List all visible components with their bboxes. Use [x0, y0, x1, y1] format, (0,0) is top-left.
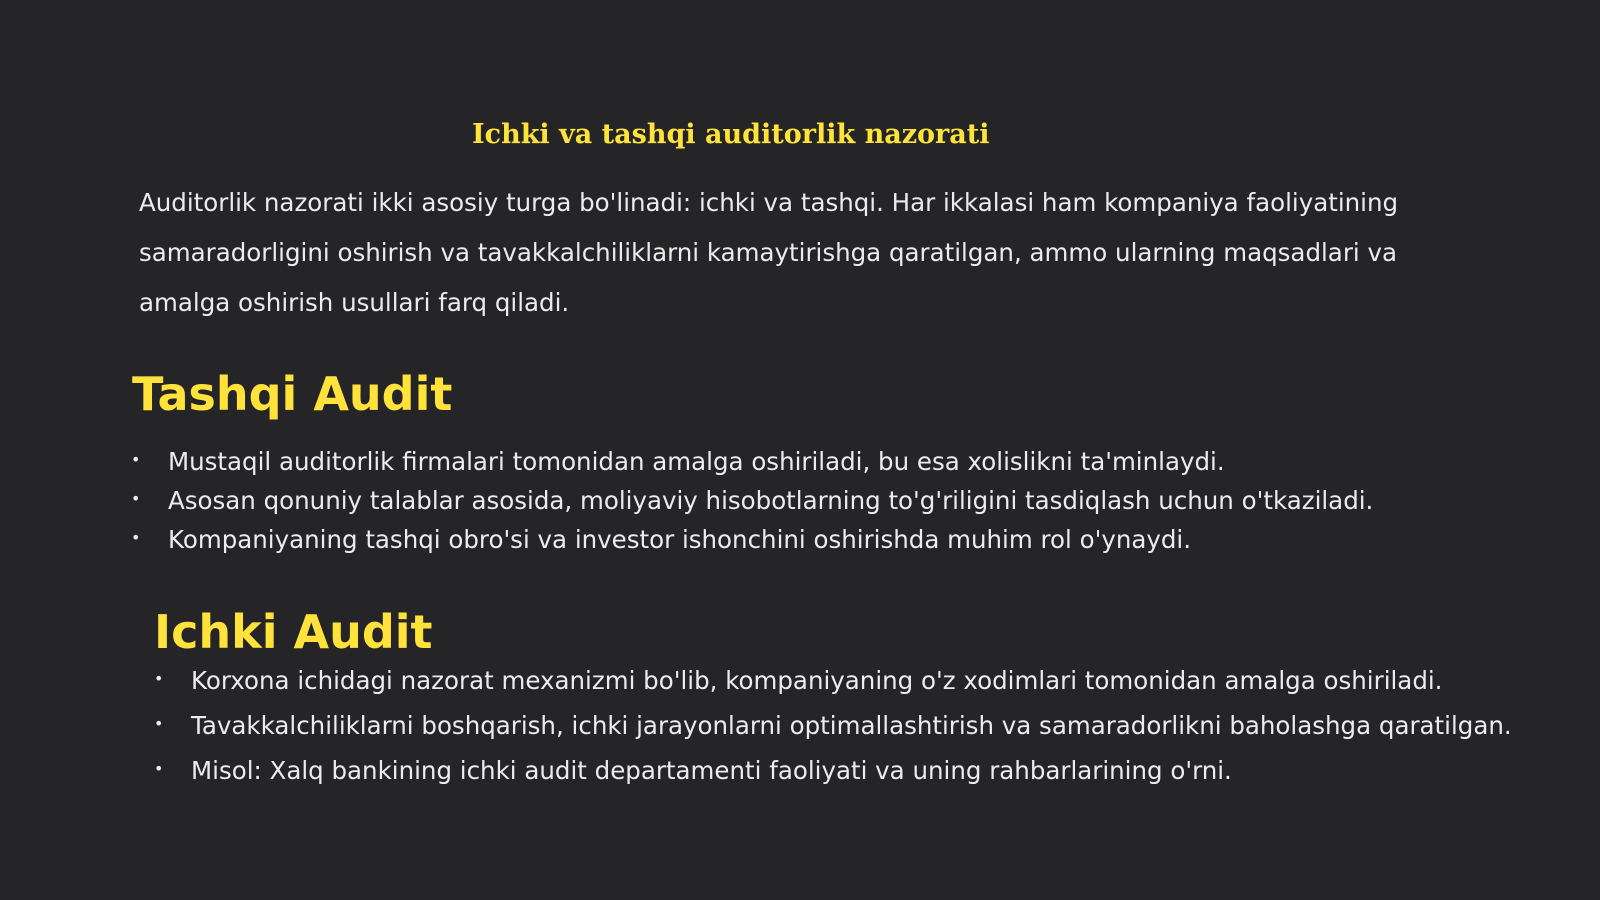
- intro-paragraph: Auditorlik nazorati ikki asosiy turga bo'linadi: ichki va tashqi. Har ikkalasi ham kompaniya faoliyatining samaradorligini oshirish va tavakkalchiliklarni kamaytirishga qaratilgan, ammo ularning maqsadlari va amalga oshirish usullari farq qiladi.: [139, 188, 1399, 317]
- bullet-icon: •: [131, 450, 141, 469]
- bullet-icon: •: [131, 528, 141, 547]
- list-item-text: Mustaqil auditorlik firmalari tomonidan amalga oshiriladi, bu esa xolislikni ta'minlaydi.: [168, 447, 1225, 476]
- bullet-list-ichki-audit: [154, 664, 1512, 799]
- section-heading-tashqi-audit: Tashqi Audit: [132, 367, 453, 421]
- list-item-text: Kompaniyaning tashqi obro'si va investor ishonchini oshirishda muhim rol o'ynaydi.: [168, 525, 1192, 554]
- section-heading-ichki-audit: Ichki Audit: [154, 605, 433, 659]
- bullet-icon: •: [154, 669, 164, 688]
- bullet-list-tashqi-audit: [131, 445, 1373, 562]
- slide-title: Ichki va tashqi auditorlik nazorati: [472, 119, 990, 150]
- bullet-icon: •: [154, 759, 164, 778]
- list-item-text: Misol: Xalq bankining ichki audit departamenti faoliyati va uning rahbarlarining o'rni.: [191, 756, 1232, 785]
- bullet-icon: •: [154, 714, 164, 733]
- list-item: [131, 484, 1373, 523]
- list-item: [131, 445, 1373, 484]
- list-item-text: Asosan qonuniy talablar asosida, moliyaviy hisobotlarning to'g'riligini tasdiqlash uchun o'tkaziladi.: [168, 486, 1374, 515]
- list-item: [154, 664, 1512, 709]
- list-item: [131, 523, 1373, 562]
- list-item-text: Korxona ichidagi nazorat mexanizmi bo'lib, kompaniyaning o'z xodimlari tomonidan amalga oshiriladi.: [191, 666, 1443, 695]
- list-item-text: Tavakkalchiliklarni boshqarish, ichki jarayonlarni optimallashtirish va samaradorlikni baholashga qaratilgan.: [191, 711, 1512, 740]
- list-item: [154, 709, 1512, 754]
- list-item: [154, 754, 1512, 799]
- bullet-icon: •: [131, 489, 141, 508]
